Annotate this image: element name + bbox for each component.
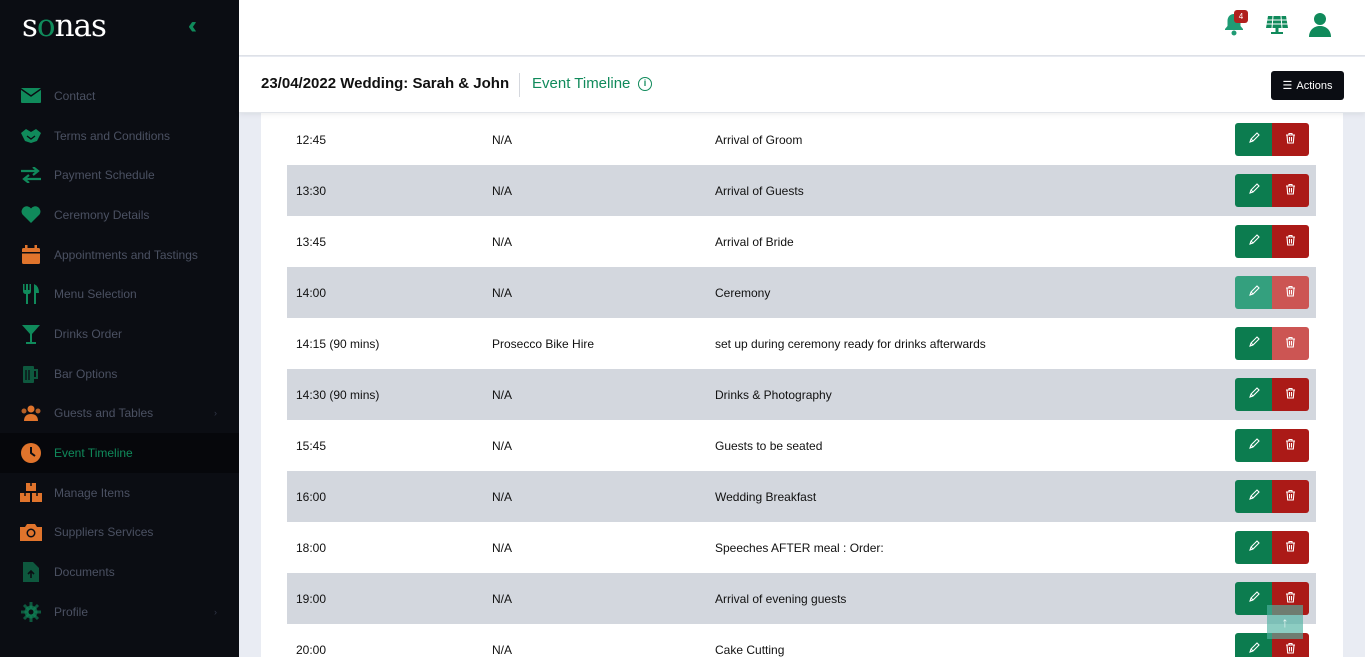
sidebar-item-manage-items[interactable] (0, 473, 239, 513)
row-supplier: N/A (492, 285, 513, 300)
sidebar-item-label: Menu Selection (54, 287, 137, 302)
delete-button[interactable] (1272, 327, 1309, 360)
sidebar-item-menu-selection[interactable] (0, 274, 239, 314)
sidebar-item-label: Manage Items (54, 485, 131, 500)
row-description: Drinks & Photography (715, 387, 832, 402)
sidebar-item-ceremony-details[interactable] (0, 195, 239, 235)
sidebar-item-label: Bar Options (54, 366, 118, 381)
trash-icon (1285, 387, 1296, 402)
pencil-icon (1248, 234, 1260, 249)
sidebar (0, 0, 239, 657)
row-time: 14:30 (90 mins) (296, 387, 380, 402)
pencil-icon (1248, 591, 1260, 606)
sidebar-item-label: Appointments and Tastings (54, 247, 198, 262)
trash-icon (1285, 183, 1296, 198)
row-actions (1235, 225, 1309, 258)
page-header (239, 57, 1365, 113)
chevron-right-icon: › (214, 606, 217, 617)
beer-mug-icon (20, 364, 42, 384)
row-time: 14:15 (90 mins) (296, 336, 380, 351)
camera-icon (20, 522, 42, 542)
sidebar-item-profile[interactable] (0, 592, 239, 632)
trash-icon (1285, 234, 1296, 249)
row-supplier: N/A (492, 132, 513, 147)
row-description: Ceremony (715, 285, 771, 300)
row-supplier: N/A (492, 591, 513, 606)
collapse-sidebar-icon[interactable]: ‹‹ (188, 12, 190, 39)
sidebar-item-label: Contact (54, 88, 96, 103)
pencil-icon (1248, 540, 1260, 555)
pencil-icon (1248, 336, 1260, 351)
row-actions (1235, 327, 1309, 360)
pencil-icon (1248, 387, 1260, 402)
users-icon (20, 403, 42, 423)
pencil-icon (1248, 132, 1260, 147)
sidebar-item-documents[interactable] (0, 552, 239, 592)
sidebar-nav (0, 76, 239, 632)
row-description: Arrival of Guests (715, 183, 804, 198)
sidebar-item-label: Event Timeline (54, 446, 133, 461)
row-time: 12:45 (296, 132, 327, 147)
sidebar-item-guests-and-tables[interactable] (0, 394, 239, 434)
sidebar-item-label: Suppliers Services (54, 525, 154, 540)
row-actions (1235, 378, 1309, 411)
sidebar-item-event-timeline[interactable] (0, 433, 239, 473)
row-description: Arrival of Groom (715, 132, 803, 147)
table-row (287, 471, 1316, 522)
pencil-icon (1248, 642, 1260, 657)
sidebar-item-label: Guests and Tables (54, 406, 154, 421)
table-row (287, 318, 1316, 369)
row-time: 18:00 (296, 540, 327, 555)
bell-icon[interactable] (1223, 12, 1245, 41)
row-description: Arrival of Bride (715, 234, 794, 249)
actions-button-label: Actions (1296, 79, 1333, 92)
brand-logo[interactable]: sonas (22, 8, 106, 44)
edit-button[interactable] (1235, 531, 1272, 564)
sidebar-item-label: Documents (54, 565, 115, 580)
row-time: 15:45 (296, 438, 327, 453)
notification-count-badge: 4 (1234, 10, 1248, 23)
sidebar-item-label: Ceremony Details (54, 207, 150, 222)
row-actions (1235, 531, 1309, 564)
pencil-icon (1248, 489, 1260, 504)
pencil-icon (1248, 183, 1260, 198)
handshake-icon (20, 126, 42, 146)
cog-icon (20, 602, 42, 622)
solar-panel-icon[interactable] (1265, 14, 1289, 41)
table-row (287, 522, 1316, 573)
sidebar-item-appointments-and-tastings[interactable] (0, 235, 239, 275)
sidebar-item-label: Profile (54, 604, 89, 619)
trash-icon (1285, 132, 1296, 147)
row-supplier: Prosecco Bike Hire (492, 336, 595, 351)
sidebar-item-contact[interactable] (0, 76, 239, 116)
row-actions (1235, 276, 1309, 309)
row-supplier: N/A (492, 183, 513, 198)
row-actions (1235, 429, 1309, 462)
envelope-icon (20, 86, 42, 106)
utensils-icon (20, 284, 42, 304)
cocktail-icon (20, 324, 42, 344)
table-row (287, 624, 1316, 657)
table-row (287, 216, 1316, 267)
delete-button[interactable] (1272, 480, 1309, 513)
row-actions (1235, 480, 1309, 513)
page-subtitle: Event Timeline (532, 75, 631, 92)
table-row (287, 114, 1316, 165)
edit-button[interactable] (1235, 225, 1272, 258)
row-description: Wedding Breakfast (715, 489, 817, 504)
row-actions (1235, 123, 1309, 156)
table-row (287, 420, 1316, 471)
trash-icon (1285, 591, 1296, 606)
trash-icon (1285, 438, 1296, 453)
delete-button[interactable] (1272, 225, 1309, 258)
table-row (287, 165, 1316, 216)
row-actions (1235, 174, 1309, 207)
row-time: 13:45 (296, 234, 327, 249)
sidebar-item-label: Payment Schedule (54, 168, 155, 183)
trash-icon (1285, 489, 1296, 504)
delete-button[interactable] (1272, 174, 1309, 207)
list-icon: ☰ (1282, 80, 1293, 92)
sidebar-item-label: Drinks Order (54, 326, 123, 341)
row-description: set up during ceremony ready for drinks afterwards (715, 336, 986, 351)
row-time: 16:00 (296, 489, 327, 504)
edit-button[interactable] (1235, 429, 1272, 462)
boxes-icon (20, 483, 42, 503)
row-supplier: N/A (492, 438, 513, 453)
top-bar (239, 0, 1365, 56)
info-icon[interactable]: i (638, 77, 652, 91)
edit-button[interactable] (1235, 123, 1272, 156)
edit-button[interactable] (1235, 174, 1272, 207)
trash-icon (1285, 642, 1296, 657)
sidebar-item-suppliers-services[interactable] (0, 513, 239, 553)
heart-icon (20, 205, 42, 225)
delete-button[interactable] (1272, 276, 1309, 309)
edit-button[interactable] (1235, 276, 1272, 309)
pencil-icon (1248, 285, 1260, 300)
sidebar-item-bar-options[interactable] (0, 354, 239, 394)
calendar-icon (20, 245, 42, 265)
table-row (287, 369, 1316, 420)
sidebar-item-label: Terms and Conditions (54, 128, 171, 143)
row-supplier: N/A (492, 540, 513, 555)
row-description: Guests to be seated (715, 438, 823, 453)
timeline-table (261, 113, 1343, 657)
row-supplier: N/A (492, 489, 513, 504)
row-time: 20:00 (296, 642, 327, 657)
scroll-to-top-button[interactable] (1267, 605, 1303, 639)
row-supplier: N/A (492, 234, 513, 249)
row-description: Arrival of evening guests (715, 591, 847, 606)
row-description: Speeches AFTER meal : Order: (715, 540, 884, 555)
clock-icon (20, 443, 42, 463)
sidebar-item-payment-schedule[interactable] (0, 155, 239, 195)
trash-icon (1285, 336, 1296, 351)
user-icon[interactable] (1309, 12, 1331, 43)
table-row (287, 573, 1316, 624)
row-description: Cake Cutting (715, 642, 785, 657)
row-supplier: N/A (492, 387, 513, 402)
table-row (287, 267, 1316, 318)
edit-button[interactable] (1235, 378, 1272, 411)
delete-button[interactable] (1272, 531, 1309, 564)
row-time: 14:00 (296, 285, 327, 300)
row-supplier: N/A (492, 642, 513, 657)
exchange-arrows-icon (20, 165, 42, 185)
row-time: 19:00 (296, 591, 327, 606)
actions-button[interactable] (1271, 71, 1344, 100)
chevron-right-icon: › (214, 408, 217, 419)
row-time: 13:30 (296, 183, 327, 198)
pencil-icon (1248, 438, 1260, 453)
sidebar-item-terms-and-conditions[interactable] (0, 116, 239, 156)
edit-button[interactable] (1235, 480, 1272, 513)
trash-icon (1285, 285, 1296, 300)
trash-icon (1285, 540, 1296, 555)
delete-button[interactable] (1272, 429, 1309, 462)
file-upload-icon (20, 562, 42, 582)
delete-button[interactable] (1272, 378, 1309, 411)
edit-button[interactable] (1235, 327, 1272, 360)
delete-button[interactable] (1272, 123, 1309, 156)
page-title: 23/04/2022 Wedding: Sarah & John (261, 75, 510, 92)
header-divider (519, 73, 520, 97)
arrow-up-icon: ↑ (1281, 614, 1289, 630)
sidebar-item-drinks-order[interactable] (0, 314, 239, 354)
